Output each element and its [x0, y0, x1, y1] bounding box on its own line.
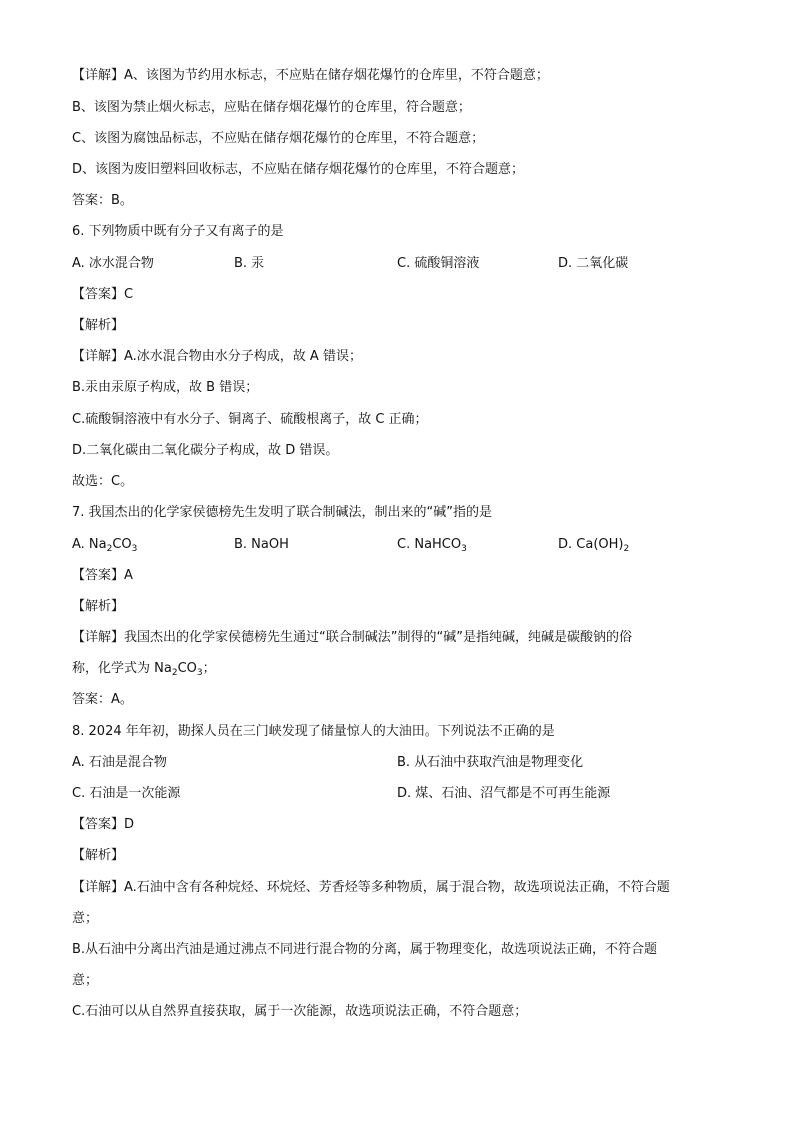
q7-option-b: B. NaOH — [234, 537, 289, 552]
q5-detail-c: C、该图为腐蚀品标志，不应贴在储存烟花爆竹的仓库里，不符合题意； — [72, 131, 485, 146]
q7-final-answer: 答案：A。 — [72, 692, 133, 707]
q8-detail-c: C.石油可以从自然界直接获取，属于一次能源，故选项说法正确，不符合题意； — [72, 1004, 528, 1019]
q7-stem: 7. 我国杰出的化学家侯德榜先生发明了联合制碱法，制出来的“碱”指的是 — [72, 505, 493, 520]
q6-option-a: A. 冰水混合物 — [72, 256, 154, 271]
q7-option-c: C. NaHCO$_3$ — [397, 537, 467, 554]
q6-detail-line: 【详解】A.冰水混合物由水分子构成，故 A 错误； — [72, 349, 362, 364]
q8-detail-b-line2: 意； — [72, 973, 99, 988]
q6-detail-line: D.二氧化碳由二氧化碳分子构成，故 D 错误。 — [72, 443, 339, 458]
q6-detail-line: C.硫酸铜溶液中有水分子、铜离子、硫酸根离子，故 C 正确； — [72, 412, 428, 427]
q6-option-d: D. 二氧化碳 — [558, 256, 629, 271]
q8-option-d: D. 煤、石油、沼气都是不可再生能源 — [397, 786, 611, 801]
q6-analysis-heading: 【解析】 — [72, 318, 125, 333]
q6-detail-line: 故选：C。 — [72, 474, 134, 489]
q7-answer: 【答案】A — [72, 568, 133, 583]
q7-option-a: A. $Na_2CO_3$ — [72, 537, 138, 554]
q5-detail-d: D、该图为废旧塑料回收标志，不应贴在储存烟花爆竹的仓库里，不符合题意； — [72, 162, 525, 177]
q7-option-d: D. $Ca(OH)_2$ — [558, 537, 630, 554]
q7-analysis-heading: 【解析】 — [72, 599, 125, 614]
q6-option-c: C. 硫酸铜溶液 — [397, 256, 480, 271]
q8-option-b: B. 从石油中获取汽油是物理变化 — [397, 755, 584, 770]
q5-detail-a: 【详解】A、该图为节约用水标志，不应贴在储存烟花爆竹的仓库里，不符合题意； — [72, 68, 549, 83]
q6-detail-line: B.汞由汞原子构成，故 B 错误； — [72, 380, 259, 395]
q8-detail-a-line2: 意； — [72, 911, 99, 926]
q7-detail-line2: 称，化学式为 $Na_2CO_3$； — [72, 661, 216, 678]
q6-option-b: B. 汞 — [234, 256, 265, 271]
q8-analysis-heading: 【解析】 — [72, 848, 125, 863]
q6-answer: 【答案】C — [72, 287, 134, 302]
q8-option-c: C. 石油是一次能源 — [72, 786, 181, 801]
q8-detail-b-line1: B.从石油中分离出汽油是通过沸点不同进行混合物的分离，属于物理变化，故选项说法正确，不符合题 — [72, 942, 658, 957]
q8-detail-a-line1: 【详解】A.石油中含有各种烷烃、环烷烃、芳香烃等多种物质，属于混合物，故选项说法正确，不符合题 — [72, 880, 670, 895]
q6-stem: 6. 下列物质中既有分子又有离子的是 — [72, 224, 284, 239]
q7-detail-line1: 【详解】我国杰出的化学家侯德榜先生通过“联合制碱法”制得的“碱”是指纯碱，纯碱是碳酸钠的俗 — [72, 630, 632, 645]
q8-stem: 8. 2024 年年初，勘探人员在三门峡发现了储量惊人的大油田。下列说法不正确的是 — [72, 724, 555, 739]
q8-answer: 【答案】D — [72, 817, 135, 832]
q8-option-a: A. 石油是混合物 — [72, 755, 167, 770]
q5-detail-b: B、该图为禁止烟火标志，应贴在储存烟花爆竹的仓库里，符合题意； — [72, 100, 471, 115]
q5-final-answer: 答案：B。 — [72, 193, 133, 208]
